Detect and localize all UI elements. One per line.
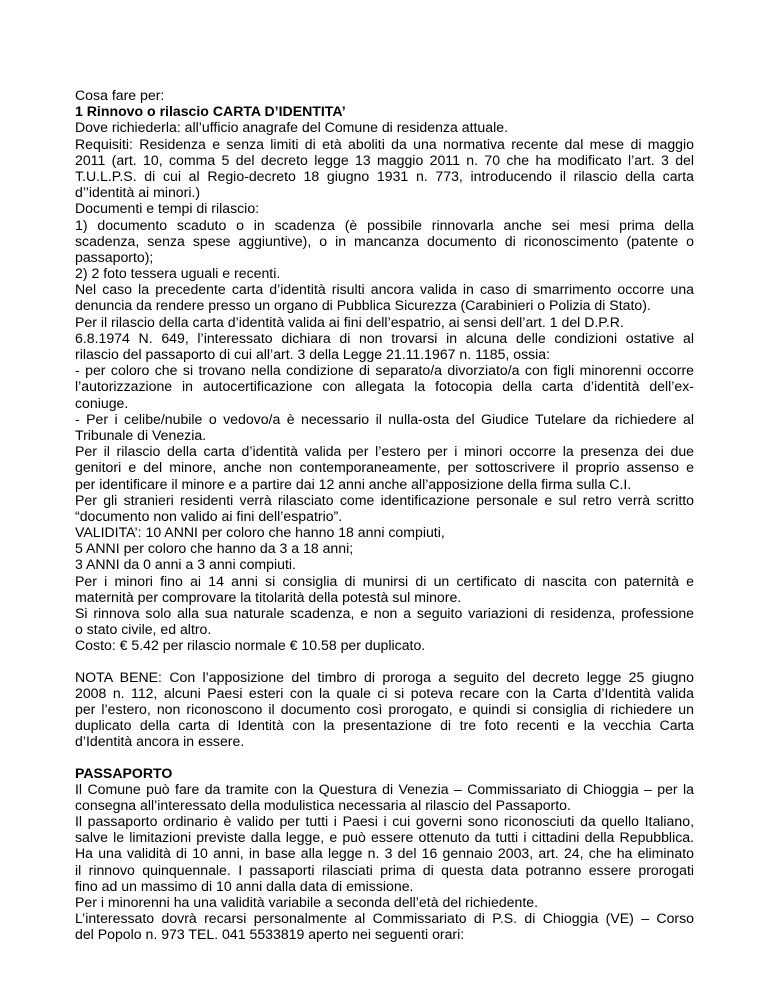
text-line: 5 ANNI per coloro che hanno da 3 a 18 anni; <box>75 540 354 557</box>
text-line: Per il rilascio della carta d’identità valida per l’estero per i minori occorre la presenza dei due <box>75 443 694 460</box>
paragraph-gap <box>75 750 694 765</box>
text-line: fino ad un massimo di 10 anni dalla data di emissione. <box>75 877 414 894</box>
text-line: 2011 (art. 10, comma 5 del decreto legge 13 maggio 2011 n. 70 che ha modificato l’art. 3 del <box>75 151 694 168</box>
text-line: consegna all’interessato della modulistica necessaria al rilascio del Passaporto. <box>75 796 571 813</box>
text-line: - per coloro che si trovano nella condizione di separato/a divorziato/a con figli minorenni occorre <box>75 362 694 379</box>
text-line: L’interessato dovrà recarsi personalmente al Commissariato di P.S. di Chioggia (VE) – Corso <box>75 910 694 927</box>
text-line: Per gli stranieri residenti verrà rilasciato come identificazione personale e sul retro verrà scritto <box>75 491 694 508</box>
text-line: Requisiti: Residenza e senza limiti di età aboliti da una normativa recente dal mese di maggio <box>75 135 694 152</box>
section-nota-bene <box>75 669 694 750</box>
text-line: 2008 n. 112, alcuni Paesi esteri con la quale ci si poteva recare con la Carta d’Identità valida <box>75 684 694 701</box>
text-line: Costo: € 5.42 per rilascio normale € 10.58 per duplicato. <box>75 637 426 654</box>
text-line: coniuge. <box>75 394 129 411</box>
text-line: per l’estero, non riconoscono il documento così prorogato, e quindi si consiglia di richiedere un <box>75 700 694 717</box>
paragraph-gap <box>75 654 694 669</box>
text-line: il rinnovo quinquennale. I passaporti rilasciati prima di questa data potranno essere prorogati <box>75 861 694 878</box>
text-line: Ha una validità di 10 anni, in base alla legge n. 3 del 16 gennaio 2003, art. 24, che ha eliminato <box>75 845 694 862</box>
text-line: Nel caso la precedente carta d’identità risulti ancora valida in caso di smarrimento occorre una <box>75 281 694 298</box>
section-heading: 1 Rinnovo o rilascio CARTA D’IDENTITA’ <box>75 103 346 120</box>
text-line: 3 ANNI da 0 anni a 3 anni compiuti. <box>75 556 296 573</box>
text-line: Il passaporto ordinario è valido per tutti i Paesi i cui governi sono riconosciuti da quello Italiano, <box>75 813 694 830</box>
text-line: passaporto); <box>75 248 154 265</box>
text-line: o stato civile, ed altro. <box>75 621 212 638</box>
text-line: T.U.L.P.S. di cui al Regio-decreto 18 giugno 1931 n. 773, introducendo il rilascio della carta <box>75 167 694 184</box>
text-line: “documento non valido ai fini dell’espatrio”. <box>75 507 343 524</box>
text-line: VALIDITA’: 10 ANNI per coloro che hanno 18 anni compiuti, <box>75 524 445 541</box>
text-line: duplicato della carta di Identità con la presentazione di tre foto recenti e la vecchia Carta <box>75 717 694 734</box>
section-heading: PASSAPORTO <box>75 764 173 781</box>
text-line: Si rinnova solo alla sua naturale scadenza, e non a seguito variazioni di residenza, professione <box>75 605 694 621</box>
text-line: Per i minorenni ha una validità variabile a seconda dell’età del richiedente. <box>75 894 539 910</box>
section-passaporto <box>75 765 694 943</box>
document-page <box>75 87 694 943</box>
text-line: per identificare il minore e a partire dai 12 anni anche all’apposizione della firma sulla C.I. <box>75 475 632 492</box>
text-line: denuncia da rendere presso un organo di Pubblica Sicurezza (Carabinieri o Polizia di Stato). <box>75 297 651 314</box>
text-line: 1) documento scaduto o in scadenza (è possibile rinnovarla anche sei mesi prima della <box>75 216 694 233</box>
text-line: Documenti e tempi di rilascio: <box>75 200 260 217</box>
text-line: rilascio del passaporto di cui all’art. 3 della Legge 21.11.1967 n. 1185, ossia: <box>75 346 551 362</box>
text-line: salve le limitazioni previste dalla legge, e può essere ottenuto da tutti i cittadini della Repubblica. <box>75 829 694 846</box>
text-line: 2) 2 foto tessera uguali e recenti. <box>75 265 281 282</box>
text-line: d’Identità ancora in essere. <box>75 733 245 750</box>
text-line: NOTA BENE: Con l’apposizione del timbro di proroga a seguito del decreto legge 25 giugno <box>75 668 694 685</box>
section-carta-identita <box>75 87 694 654</box>
text-line: Tribunale di Venezia. <box>75 426 207 443</box>
text-line: d’’identità ai minori.) <box>75 184 201 201</box>
text-line: Per i minori fino ai 14 anni si consiglia di munirsi di un certificato di nascita con paternità e <box>75 572 694 589</box>
text-line: scadenza, senza spese aggiuntive), o in mancanza documento di riconoscimento (patente o <box>75 232 694 249</box>
text-line: l’autorizzazione in autocertificazione con allegata la fotocopia della carta d’identità dell’ex- <box>75 378 694 395</box>
text-line: genitori e del minore, anche non contemporaneamente, per sottoscrivere il proprio assenso e <box>75 459 694 476</box>
text-line: Dove richiederla: all’ufficio anagrafe del Comune di residenza attuale. <box>75 119 508 136</box>
text-line: - Per i celibe/nubile o vedovo/a è necessario il nulla-osta del Giudice Tutelare da richiedere al <box>75 410 694 427</box>
text-line: maternità per comprovare la titolarità della potestà sul minore. <box>75 588 462 605</box>
text-line: Per il rilascio della carta d’identità valida ai fini dell’espatrio, ai sensi dell’art. 1 del D.P.R. <box>75 313 624 330</box>
text-line: Cosa fare per: <box>75 87 165 103</box>
text-line: del Popolo n. 973 TEL. 041 5533819 aperto nei seguenti orari: <box>75 926 465 943</box>
text-line: 6.8.1974 N. 649, l’interessato dichiara di non trovarsi in alcuna delle condizioni ostative al <box>75 329 694 346</box>
text-line: Il Comune può fare da tramite con la Questura di Venezia – Commissariato di Chioggia – per la <box>75 780 694 797</box>
